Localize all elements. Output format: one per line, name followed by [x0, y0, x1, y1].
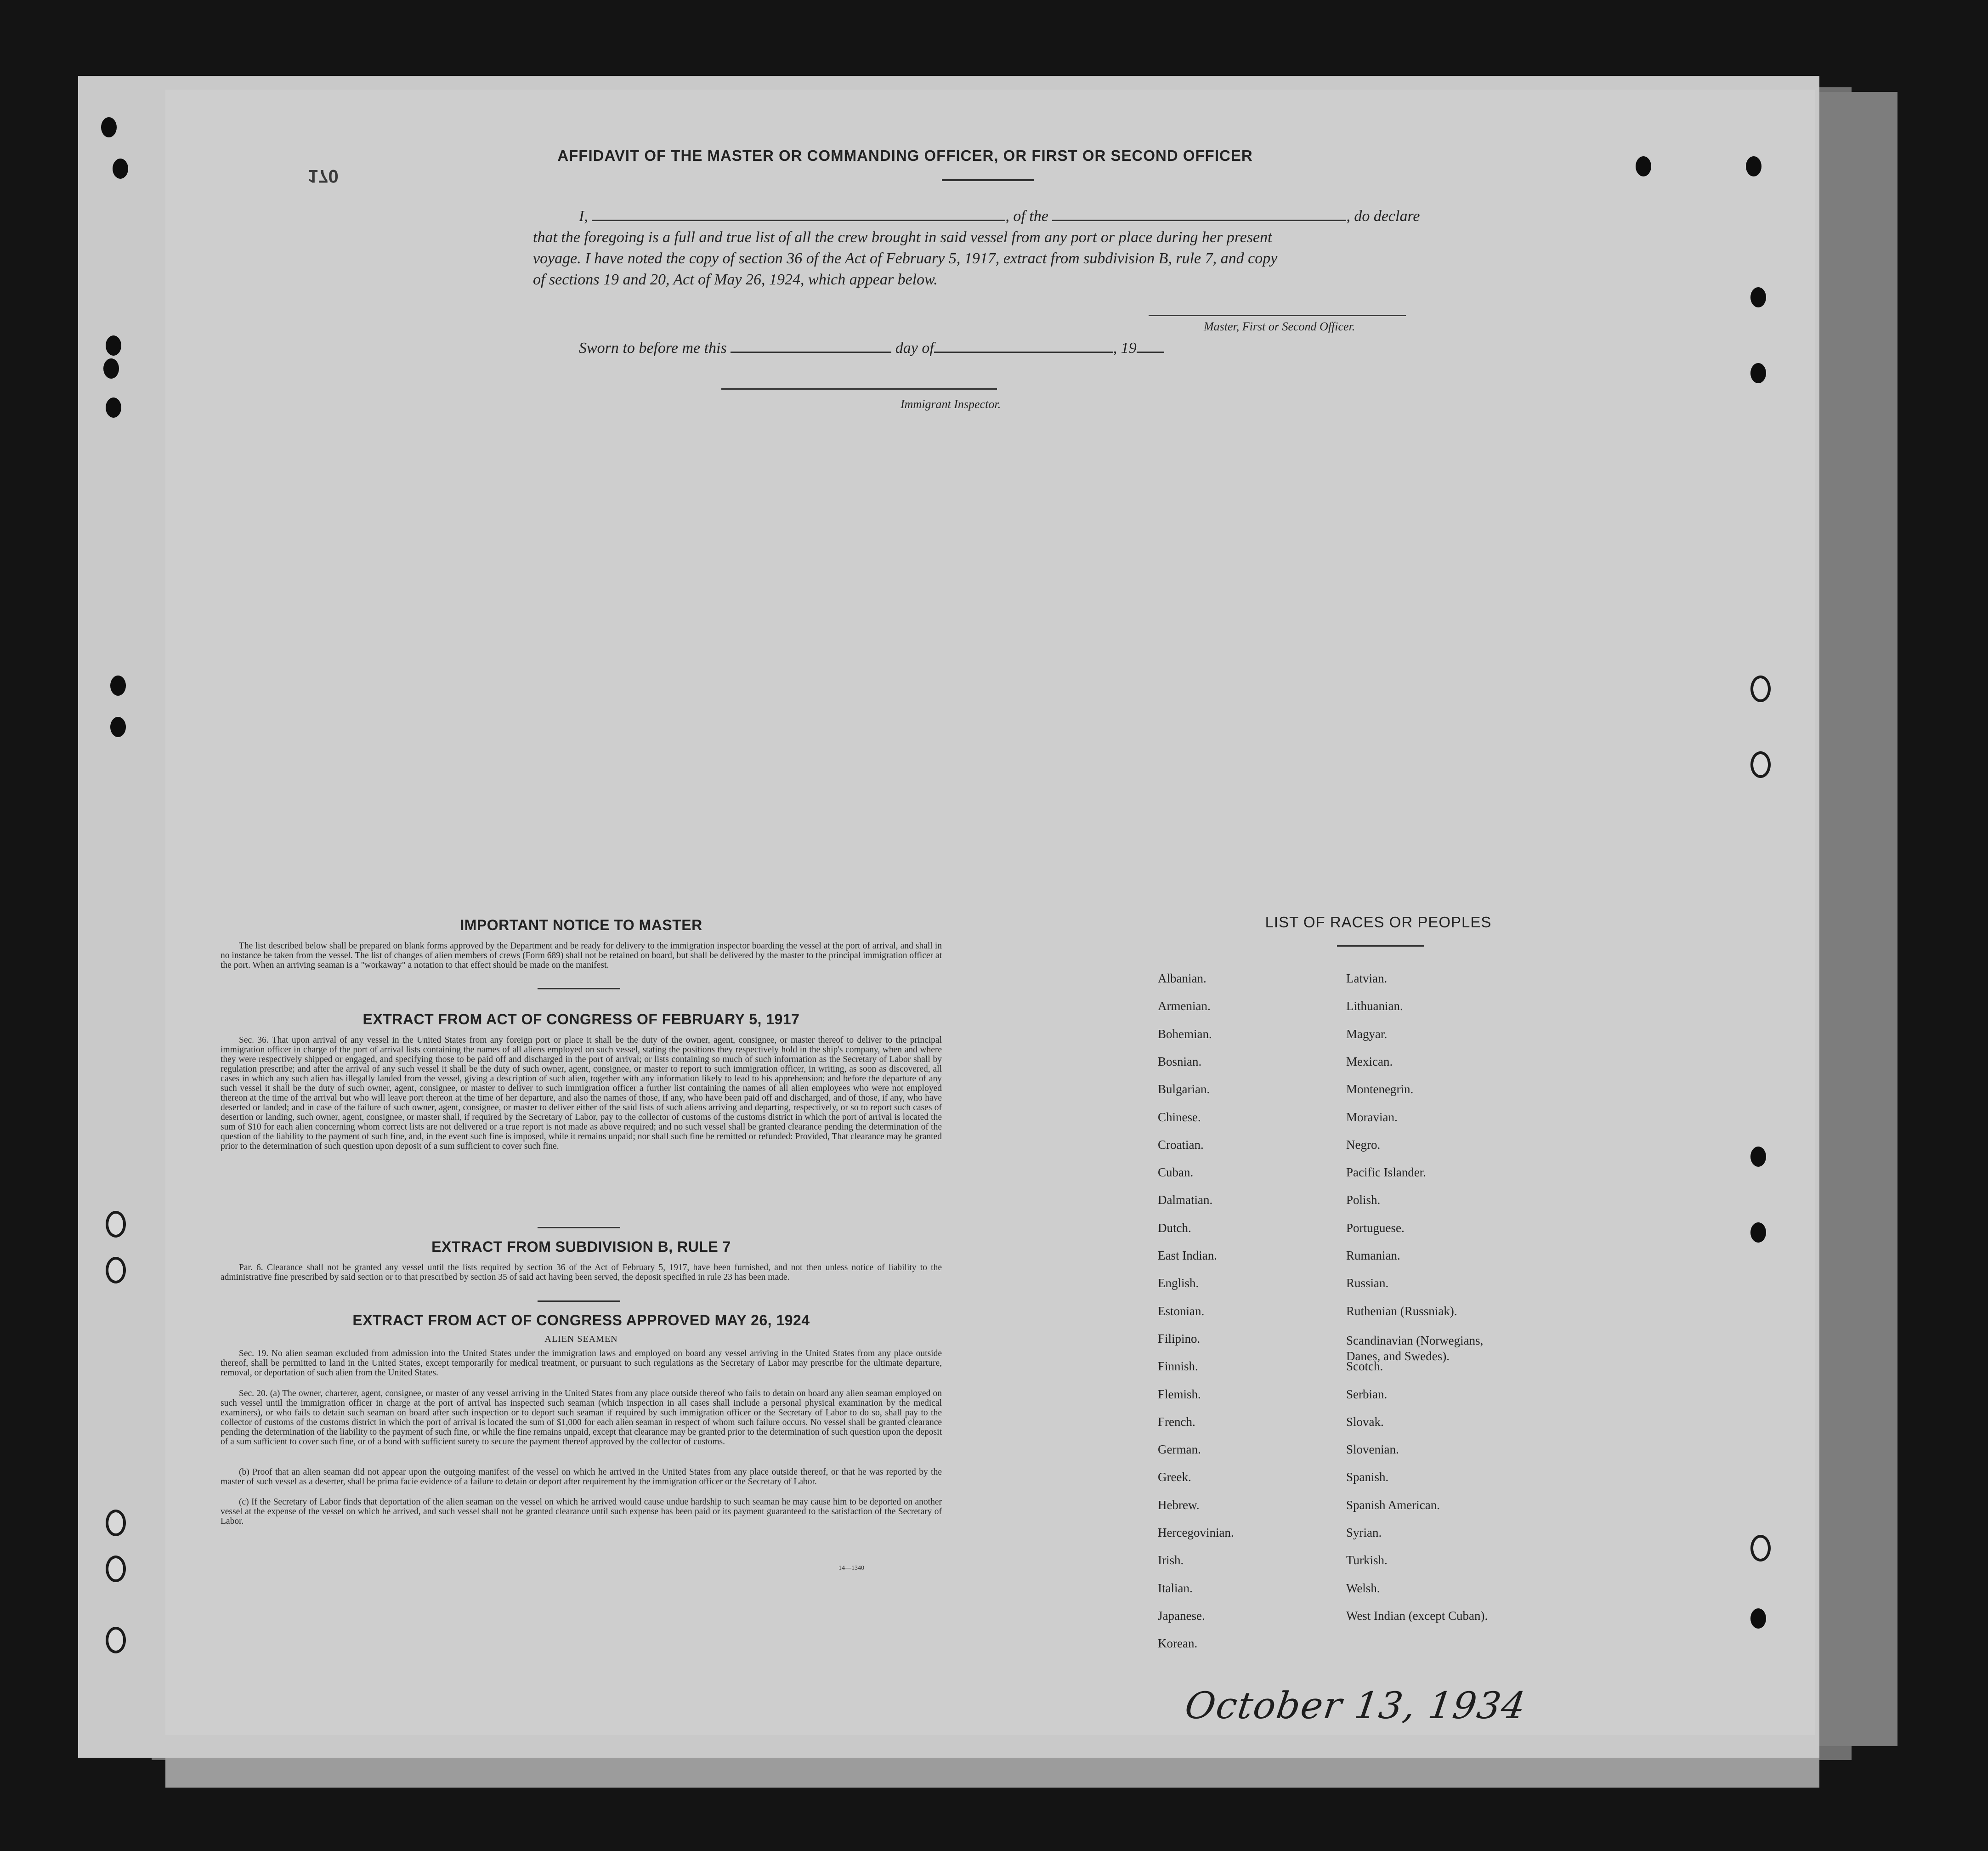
punch-hole [103, 358, 119, 379]
race-item: Negro. [1346, 1137, 1381, 1152]
race-item: Flemish. [1158, 1387, 1201, 1401]
punch-hole [1750, 1147, 1766, 1167]
sec-20a-text: Sec. 20. (a) The owner, charterer, agent, consignee, or master of any vessel arriving in the United States from any place outside thereof who fails to detain on board any alien seaman employed on such vessel until the immigration officer in charge at the port of arrival has inspected such seaman (which inspection in all cases shall include a personal physical examination by the medical examiners), or who fails to detain such seaman on board after such inspection or to deport such seaman if required by such immigration officer or the Secretary of Labor to do so, shall pay to the collector of customs of the customs district in which the port of arrival is located the sum of $1,000 for each alien seaman in respect of whom such failure occurs. No vessel shall be granted clearance pending the determination of the liability to the payment of such fine, or while the fine remains unpaid, except that clearance may be granted prior to the determination of such question upon the deposit of a sum sufficient to cover such fine, or of a bond with sufficient surety to secure the payment thereof approved by the collector of customs. [221, 1389, 942, 1447]
race-item: Scotch. [1346, 1359, 1383, 1374]
day-of-label: day of [895, 340, 934, 357]
race-item: Spanish. [1346, 1470, 1389, 1484]
race-item: Filipino. [1158, 1331, 1201, 1346]
race-item: Magyar. [1346, 1027, 1388, 1041]
race-item: Greek. [1158, 1470, 1191, 1484]
race-item: Rumanian. [1346, 1249, 1400, 1262]
race-item: Dutch. [1158, 1221, 1191, 1235]
punch-hole [1750, 287, 1766, 307]
punch-hole [1636, 156, 1651, 176]
extract-1924-title: EXTRACT FROM ACT OF CONGRESS APPROVED MAY 26, 1924 [352, 1312, 810, 1329]
affidavit-body-1: that the foregoing is a full and true list of all the crew brought in said vessel from any port or place during her present [533, 229, 1272, 246]
punch-ring [1750, 676, 1771, 702]
race-item: Chinese. [1158, 1110, 1201, 1124]
divider [538, 1300, 620, 1302]
race-item: French. [1158, 1414, 1195, 1429]
race-item: Slovak. [1346, 1414, 1384, 1429]
handwritten-date: October 13, 1934 [1182, 1684, 1529, 1727]
race-item: Irish. [1158, 1553, 1184, 1567]
race-item: Hercegovinian. [1158, 1526, 1234, 1539]
sworn-line [579, 338, 1360, 359]
notice-title: IMPORTANT NOTICE TO MASTER [460, 917, 702, 933]
race-item: Turkish. [1346, 1553, 1388, 1567]
inspector-caption: Immigrant Inspector. [901, 397, 1001, 411]
race-item: Bulgarian. [1158, 1082, 1210, 1096]
race-item: Pacific Islander. [1346, 1165, 1426, 1180]
affidavit-body-2: voyage. I have noted the copy of section 36 of the Act of February 5, 1917, extract from subdivision B, rule 7, and copy [533, 250, 1278, 267]
punch-hole [113, 159, 128, 179]
extract-rule7-text: Par. 6. Clearance shall not be granted any vessel until the lists required by section 36 of the Act of February 5, 1917, have been furnished, and not then unless notice of liability to the administrative fine prescribed by said section or to that prescribed by section 35 of said act having been served, the deposit specified in rule 23 has been made. [221, 1263, 942, 1282]
divider [538, 988, 620, 989]
race-item: Korean. [1158, 1636, 1198, 1651]
punch-ring [106, 1257, 126, 1283]
punch-ring [106, 1510, 126, 1536]
sec-20c-text: (c) If the Secretary of Labor finds that deportation of the alien seaman on the vessel on which he arrived would cause undue hardship to such seaman he may cause him to be deported on another vessel at the expense of the vessel on which he arrived, and such vessel shall not be granted clearance until such expense has been paid or its payment guaranteed to the satisfaction of the Secretary of Labor. [221, 1497, 942, 1526]
sec-19-text: Sec. 19. No alien seaman excluded from admission into the United States under the immigration laws and employed on board any vessel arriving in the United States from any place outside thereof, shall be permitted to land in the United States, except temporarily for medical treatment, or pursuant to such regulations as the Secretary of Labor may prescribe for the ultimate departure, removal, or deportation of such alien from the United States. [221, 1349, 942, 1378]
race-item: Polish. [1346, 1193, 1381, 1207]
race-item: Latvian. [1346, 971, 1388, 985]
race-item: Spanish American. [1346, 1498, 1440, 1512]
inspector-line [721, 388, 997, 390]
of-the-label: , of the [1005, 208, 1048, 225]
race-item: Dalmatian. [1158, 1193, 1213, 1207]
stamp-number: 170 [308, 166, 339, 186]
race-item: Syrian. [1346, 1526, 1382, 1539]
vessel-blank [1052, 206, 1346, 221]
notice-text: The list described below shall be prepared on blank forms approved by the Department and be ready for delivery to the immigration inspector boarding the vessel at the port of arrival, and shall in no instance be taken from the vessel. The list of changes of alien members of crews (Form 689) shall not be retained on board, but shall be delivered by the master to the principal immigration officer at the port. When an arriving seaman is a "workaway" a notation to that effect should be made on the manifest. [221, 941, 942, 970]
race-item: Armenian. [1158, 999, 1211, 1013]
race-item: Hebrew. [1158, 1498, 1200, 1512]
race-item: West Indian (except Cuban). [1346, 1608, 1488, 1623]
race-item: Moravian. [1346, 1110, 1398, 1124]
affidavit-title: AFFIDAVIT OF THE MASTER OR COMMANDING OFFICER, OR FIRST OR SECOND OFFICER [557, 147, 1253, 164]
signature-caption: Master, First or Second Officer. [1204, 320, 1355, 333]
month-blank [934, 338, 1113, 353]
race-item: Welsh. [1346, 1581, 1380, 1595]
race-item: Bohemian. [1158, 1027, 1212, 1041]
punch-hole [106, 397, 121, 418]
races-underline [1337, 945, 1424, 947]
race-item: English. [1158, 1276, 1199, 1290]
punch-hole [110, 676, 126, 696]
race-item: East Indian. [1158, 1249, 1217, 1262]
document-page [78, 76, 1819, 1758]
punch-ring [106, 1556, 126, 1582]
race-item: Cuban. [1158, 1165, 1194, 1180]
extract-1924-subtitle: ALIEN SEAMEN [544, 1334, 618, 1344]
race-item: Montenegrin. [1346, 1082, 1414, 1096]
punch-ring [106, 1627, 126, 1653]
year-prefix: , 19 [1113, 340, 1137, 357]
do-declare-label: , do declare [1346, 208, 1420, 225]
race-item: German. [1158, 1442, 1201, 1457]
punch-ring [1750, 751, 1771, 778]
race-item: Italian. [1158, 1581, 1193, 1595]
race-item: Lithuanian. [1346, 999, 1403, 1013]
sec-20b-text: (b) Proof that an alien seaman did not appear upon the outgoing manifest of the vessel on which he arrived in the United States from any place outside thereof, or that he was reported by the master of such vessel as a deserter, shall be prima facie evidence of a failure to detain or deport after requirement by the immigration officer or the Secretary of Labor. [221, 1467, 942, 1487]
divider [538, 1227, 620, 1228]
punch-hole [1746, 156, 1761, 176]
punch-ring [106, 1211, 126, 1238]
race-item: Serbian. [1346, 1387, 1388, 1401]
race-item: Mexican. [1346, 1054, 1393, 1068]
race-item: Croatian. [1158, 1137, 1204, 1152]
extract-1917-text: Sec. 36. That upon arrival of any vessel in the United States from any foreign port or place it shall be the duty of the owner, agent, consignee, or master thereof to deliver to the principal immigration officer in charge of the port of arrival lists containing the names of all aliens employed on such vessel, stating the positions they respectively hold in the ship's company, when and where they were respectively shipped or engaged, and specifying those to be paid off and discharged in the port of arrival; or lists containing so much of such information as the Secretary of Labor shall by regulation prescribe; and after the arrival of any such vessel it shall be the duty of such owner, agent, consignee, or master to report to such immigration officer, in writing, as soon as discovered, all cases in which any such alien has illegally landed from the vessel, giving a description of such alien, together with any information likely to lead to his apprehension; and before the departure of any such vessel it shall be the duty of such owner, agent, consignee, or master to deliver to such immigration officer a further list containing the names of all alien employees who were not employed thereon at the time of the arrival but who will leave port thereon at the time of her departure, and also the names of those, if any, who have been paid off and discharged, and of those, if any, who have deserted or landed; and in case of the failure of such owner, agent, consignee, or master to deliver either of the said lists of such aliens arriving and departing, respectively, or so to report such cases of desertion or landing, such owner, agent, consignee, or master shall, if required by the Secretary of Labor, pay to the collector of customs of the customs district in which the port of arrival is located the sum of $10 for each alien concerning whom correct lists are not delivered or a true report is not made as above required; and no such vessel shall be granted clearance pending the determination of the question of the liability to the payment of such fine, and, in the event such fine is imposed, while it remains unpaid; nor shall such fine be remitted or refunded: Provided, That clearance may be granted prior to the determination of such question upon deposit of a sum sufficient to cover such fine. [221, 1035, 942, 1151]
race-item: Finnish. [1158, 1359, 1198, 1374]
punch-hole [1750, 363, 1766, 383]
punch-hole [106, 335, 121, 356]
form-number: 14—1340 [838, 1565, 864, 1572]
race-item: Ruthenian (Russniak). [1346, 1304, 1457, 1318]
race-item: Estonian. [1158, 1304, 1205, 1318]
title-underline [942, 179, 1034, 181]
punch-hole [1750, 1608, 1766, 1629]
form-sheet [165, 90, 1815, 1735]
affidavit-declaration-line [579, 206, 1539, 227]
signature-line [1149, 315, 1406, 316]
extract-rule7-title: EXTRACT FROM SUBDIVISION B, RULE 7 [431, 1238, 731, 1255]
race-item: Japanese. [1158, 1608, 1205, 1623]
year-blank [1137, 338, 1164, 353]
extract-1917-title: EXTRACT FROM ACT OF CONGRESS OF FEBRUARY 5, 1917 [362, 1011, 800, 1028]
race-item: Bosnian. [1158, 1054, 1202, 1068]
punch-hole [1750, 1222, 1766, 1243]
i-label: I, [579, 208, 588, 225]
affidavit-body-3: of sections 19 and 20, Act of May 26, 1924, which appear below. [533, 271, 938, 288]
name-blank [592, 206, 1005, 221]
race-item: Albanian. [1158, 971, 1206, 985]
race-item: Danes, and Swedes). [1346, 1349, 1450, 1363]
race-item: Portuguese. [1346, 1221, 1405, 1235]
punch-hole [101, 117, 117, 137]
race-item: Russian. [1346, 1276, 1389, 1290]
sworn-label: Sworn to before me this [579, 340, 727, 357]
punch-ring [1750, 1535, 1771, 1561]
race-item: Slovenian. [1346, 1442, 1399, 1457]
day-blank [731, 338, 891, 353]
races-title: LIST OF RACES OR PEOPLES [1265, 914, 1492, 931]
punch-hole [110, 717, 126, 737]
race-item: Scandinavian (Norwegians, [1346, 1333, 1484, 1347]
